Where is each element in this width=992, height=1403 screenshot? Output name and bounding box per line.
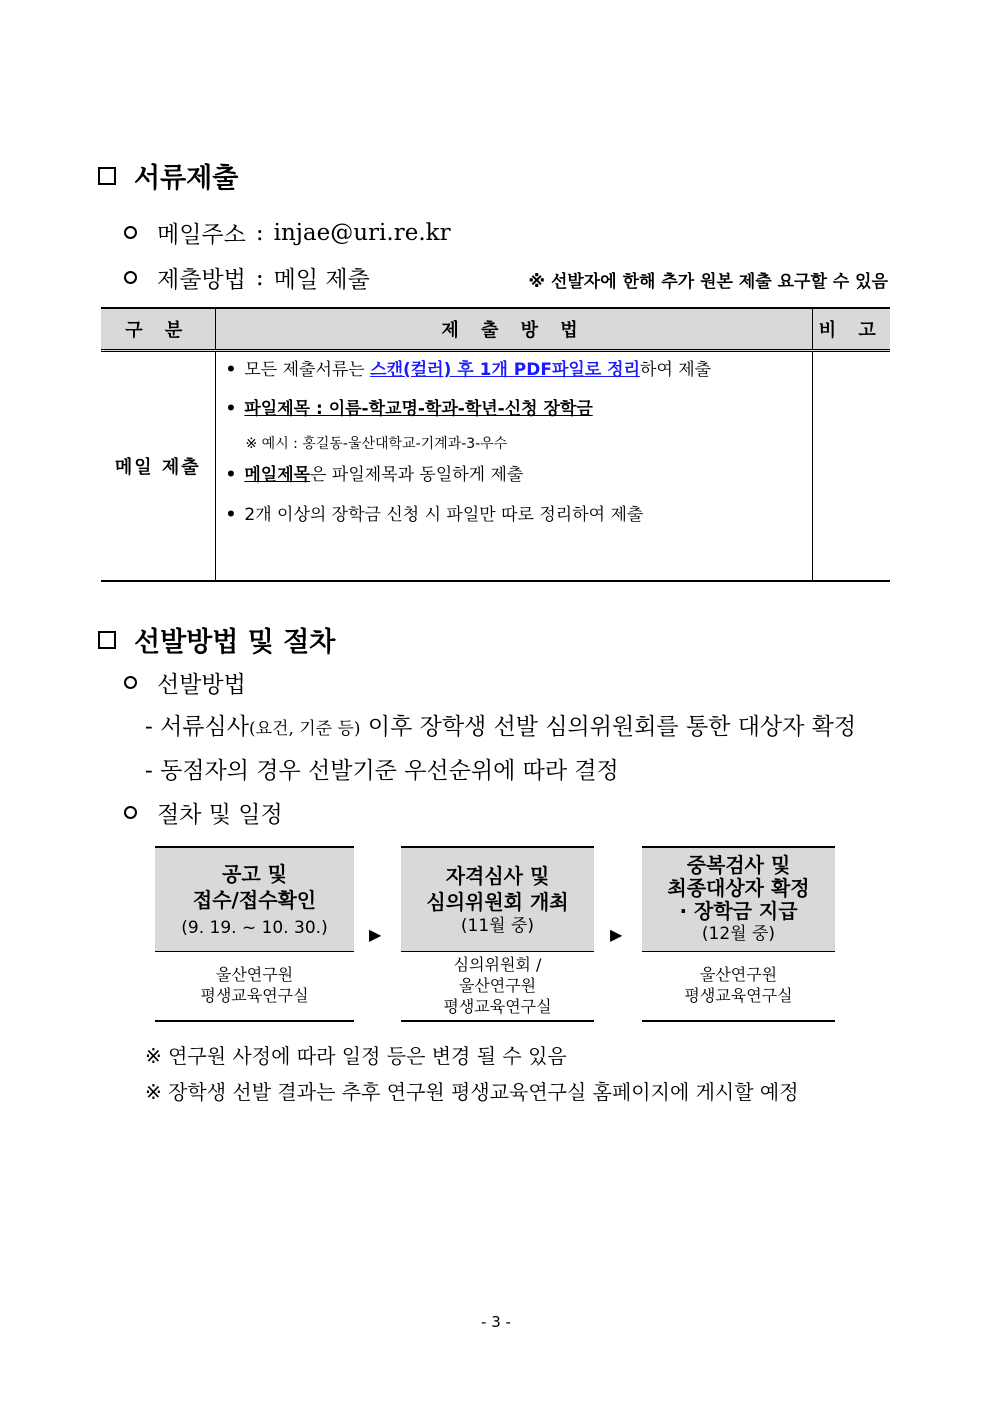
list-item: • 모든 제출서류는 스캔(컬러) 후 1개 PDF파일로 정리하여 제출 xyxy=(225,360,712,380)
section-title-submission: 서류제출 xyxy=(98,156,238,195)
checkbox-square-icon xyxy=(98,631,116,649)
flow-org-3: 울산연구원 평생교육연구실 xyxy=(642,950,835,1022)
list-item: • 2개 이상의 장학금 신청 시 파일만 따로 정리하여 제출 xyxy=(225,505,644,525)
table-row xyxy=(101,351,890,581)
schedule-line: 절차 및 일정 xyxy=(124,796,283,829)
mail-address-line: 메일주소 : injae@uri.re.kr xyxy=(124,216,451,249)
flow-org-1: 울산연구원 평생교육연구실 xyxy=(155,950,354,1022)
mail-value: injae@uri.re.kr xyxy=(273,219,451,246)
page-number: - 3 - xyxy=(481,1313,511,1331)
result-posting-note: ※ 장학생 선발 결과는 추후 연구원 평생교육연구실 홈페이지에 게시할 예정 xyxy=(145,1080,799,1104)
header-category: 구 분 xyxy=(101,308,215,351)
selection-method-line: 선발방법 xyxy=(124,666,246,699)
circle-bullet-icon xyxy=(124,271,137,284)
flow-step-3: 중복검사 및 최종대상자 확정 · 장학금 지급 (12월 중) xyxy=(642,846,835,952)
pdf-highlight: 스캔(컬러) 후 1개 PDF파일로 정리 xyxy=(370,360,641,380)
original-doc-note: ※ 선발자에 한해 추가 원본 제출 요구할 수 있음 xyxy=(528,272,888,292)
remark-cell xyxy=(812,351,890,581)
circle-bullet-icon xyxy=(124,676,137,689)
checkbox-square-icon xyxy=(98,167,116,185)
selection-detail-2: - 동점자의 경우 선발기준 우선순위에 따라 결정 xyxy=(145,758,619,784)
circle-bullet-icon xyxy=(124,226,137,239)
mail-label: 메일주소 xyxy=(157,222,246,248)
flow-step-2: 자격심사 및 심의위원회 개최 (11월 중) xyxy=(401,846,594,952)
submission-table xyxy=(101,307,890,582)
flow-org-2: 심의위원회 / 울산연구원 평생교육연구실 xyxy=(401,950,594,1022)
arrow-right-icon: ▶ xyxy=(369,925,382,944)
schedule-change-note: ※ 연구원 사정에 따라 일정 등은 변경 될 수 있음 xyxy=(145,1044,567,1068)
flow-step-1: 공고 및 접수/접수확인 (9. 19. ~ 10. 30.) xyxy=(155,846,354,952)
arrow-right-icon: ▶ xyxy=(610,925,623,944)
method-label: 제출방법 xyxy=(157,267,246,293)
header-remark: 비 고 xyxy=(812,308,890,351)
list-item: • 메일제목은 파일제목과 동일하게 제출 xyxy=(225,465,524,485)
submit-method-line: 제출방법 : 메일 제출 xyxy=(124,261,370,294)
row-label: 메일 제출 xyxy=(101,351,215,581)
example-note: ※ 예시 : 홍길동-울산대학교-기계과-3-우수 xyxy=(245,436,508,452)
table-header-row xyxy=(101,308,890,351)
selection-detail-1: - 서류심사(요건, 기준 등) 이후 장학생 선발 심의위원회를 통한 대상자 확정 xyxy=(145,714,857,740)
header-method: 제 출 방 법 xyxy=(215,308,812,351)
list-item: • 파일제목 : 이름-학교명-학과-학년-신청 장학금 xyxy=(225,399,593,419)
method-cell xyxy=(215,351,812,581)
method-value: 메일 제출 xyxy=(273,267,370,293)
section-title-selection: 선발방법 및 절차 xyxy=(98,620,335,659)
circle-bullet-icon xyxy=(124,806,137,819)
